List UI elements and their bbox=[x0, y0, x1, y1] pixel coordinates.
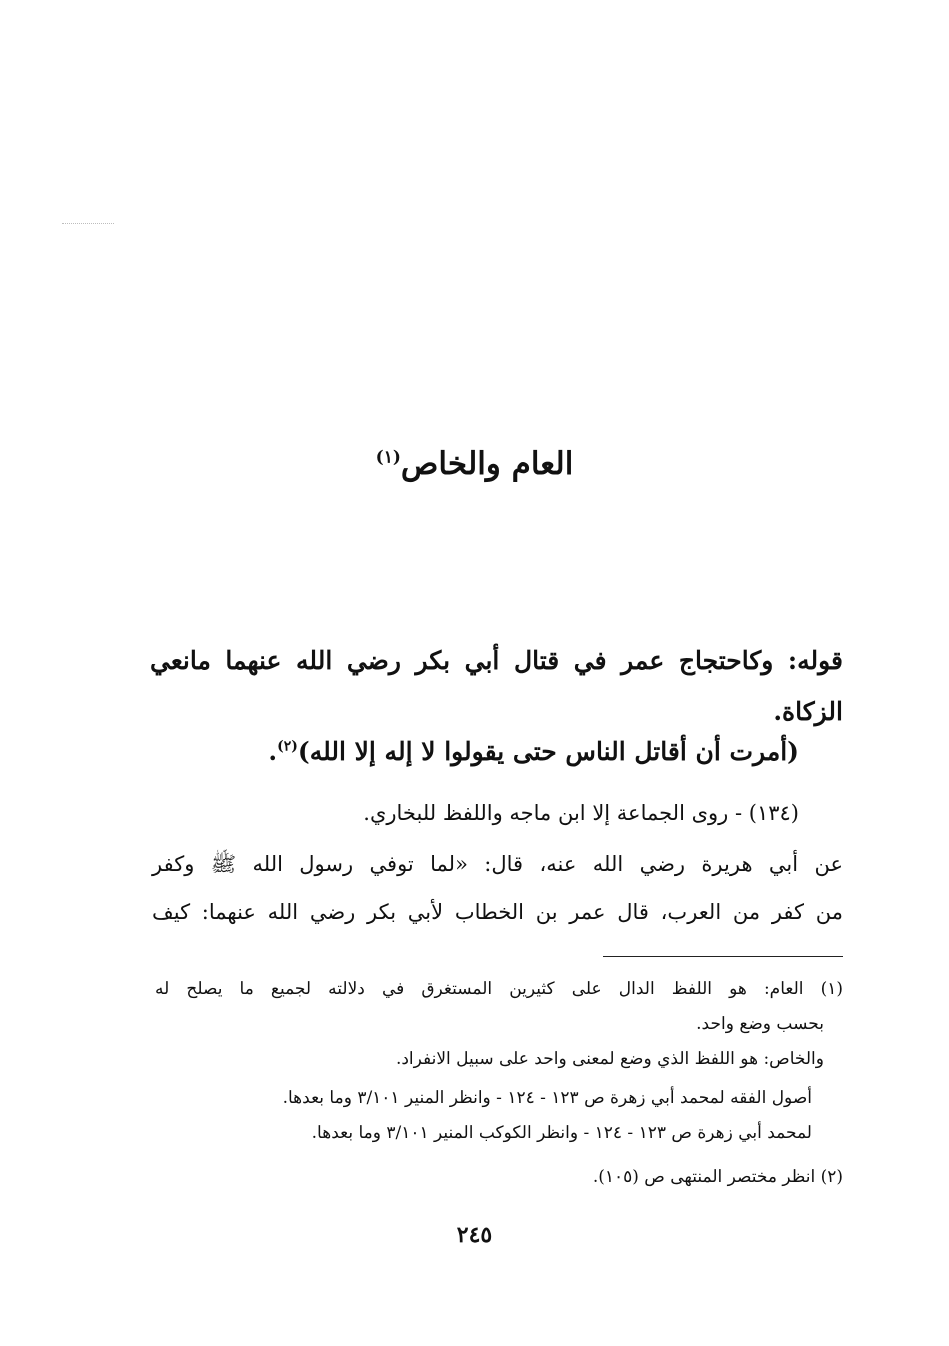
hadith-source-line: (١٣٤) - روى الجماعة إلا ابن ماجه واللفظ للبخاري. bbox=[363, 801, 799, 825]
hadith-quote-text: (أمرت أن أقاتل الناس حتى يقولوا لا إله إلا الله) bbox=[297, 737, 799, 766]
body-line-6: من كفر من العرب، قال عمر بن الخطاب لأبي بكر رضي الله عنهما: كيف bbox=[152, 900, 843, 924]
body-line-2: الزكاة. bbox=[773, 697, 843, 726]
scan-artifact bbox=[62, 223, 114, 227]
hadith-quote-end: . bbox=[268, 737, 278, 766]
chapter-title bbox=[0, 446, 949, 482]
footnote-1-line-2: بحسب وضع واحد. bbox=[696, 1014, 824, 1034]
footnote-1-line-5: لمحمد أبي زهرة ص ١٢٣ - ١٢٤ - وانظر الكوكب المنير ٣/١٠١ وما بعدها. bbox=[311, 1123, 812, 1143]
page-number: ٢٤٥ bbox=[456, 1222, 493, 1248]
footnote-1-line-3: والخاص: هو اللفظ الذي وضع لمعنى واحد على سبيل الانفراد. bbox=[395, 1049, 824, 1069]
hadith-quote bbox=[268, 737, 799, 766]
chapter-title-text: العام والخاص bbox=[400, 446, 574, 482]
body-line-5: عن أبي هريرة رضي الله عنه، قال: «لما توفي رسول الله ﷺ وكفر bbox=[152, 852, 843, 876]
footnote-ref-2: (٢) bbox=[277, 738, 298, 755]
footnote-separator bbox=[603, 956, 843, 957]
footnote-2: (٢) انظر مختصر المنتهى ص (١٠٥). bbox=[592, 1167, 843, 1187]
footnote-1-line-4: أصول الفقه لمحمد أبي زهرة ص ١٢٣ - ١٢٤ - وانظر المنير ٣/١٠١ وما بعدها. bbox=[282, 1088, 812, 1108]
body-line-1: قوله: وكاحتجاج عمر في قتال أبي بكر رضي الله عنهما مانعي bbox=[150, 646, 843, 675]
footnote-ref-1: (١) bbox=[375, 447, 401, 468]
footnote-1-line-1: (١) العام: هو اللفظ الدال على كثيرين المستغرق في دلالته لجميع ما يصلح له bbox=[155, 979, 843, 999]
